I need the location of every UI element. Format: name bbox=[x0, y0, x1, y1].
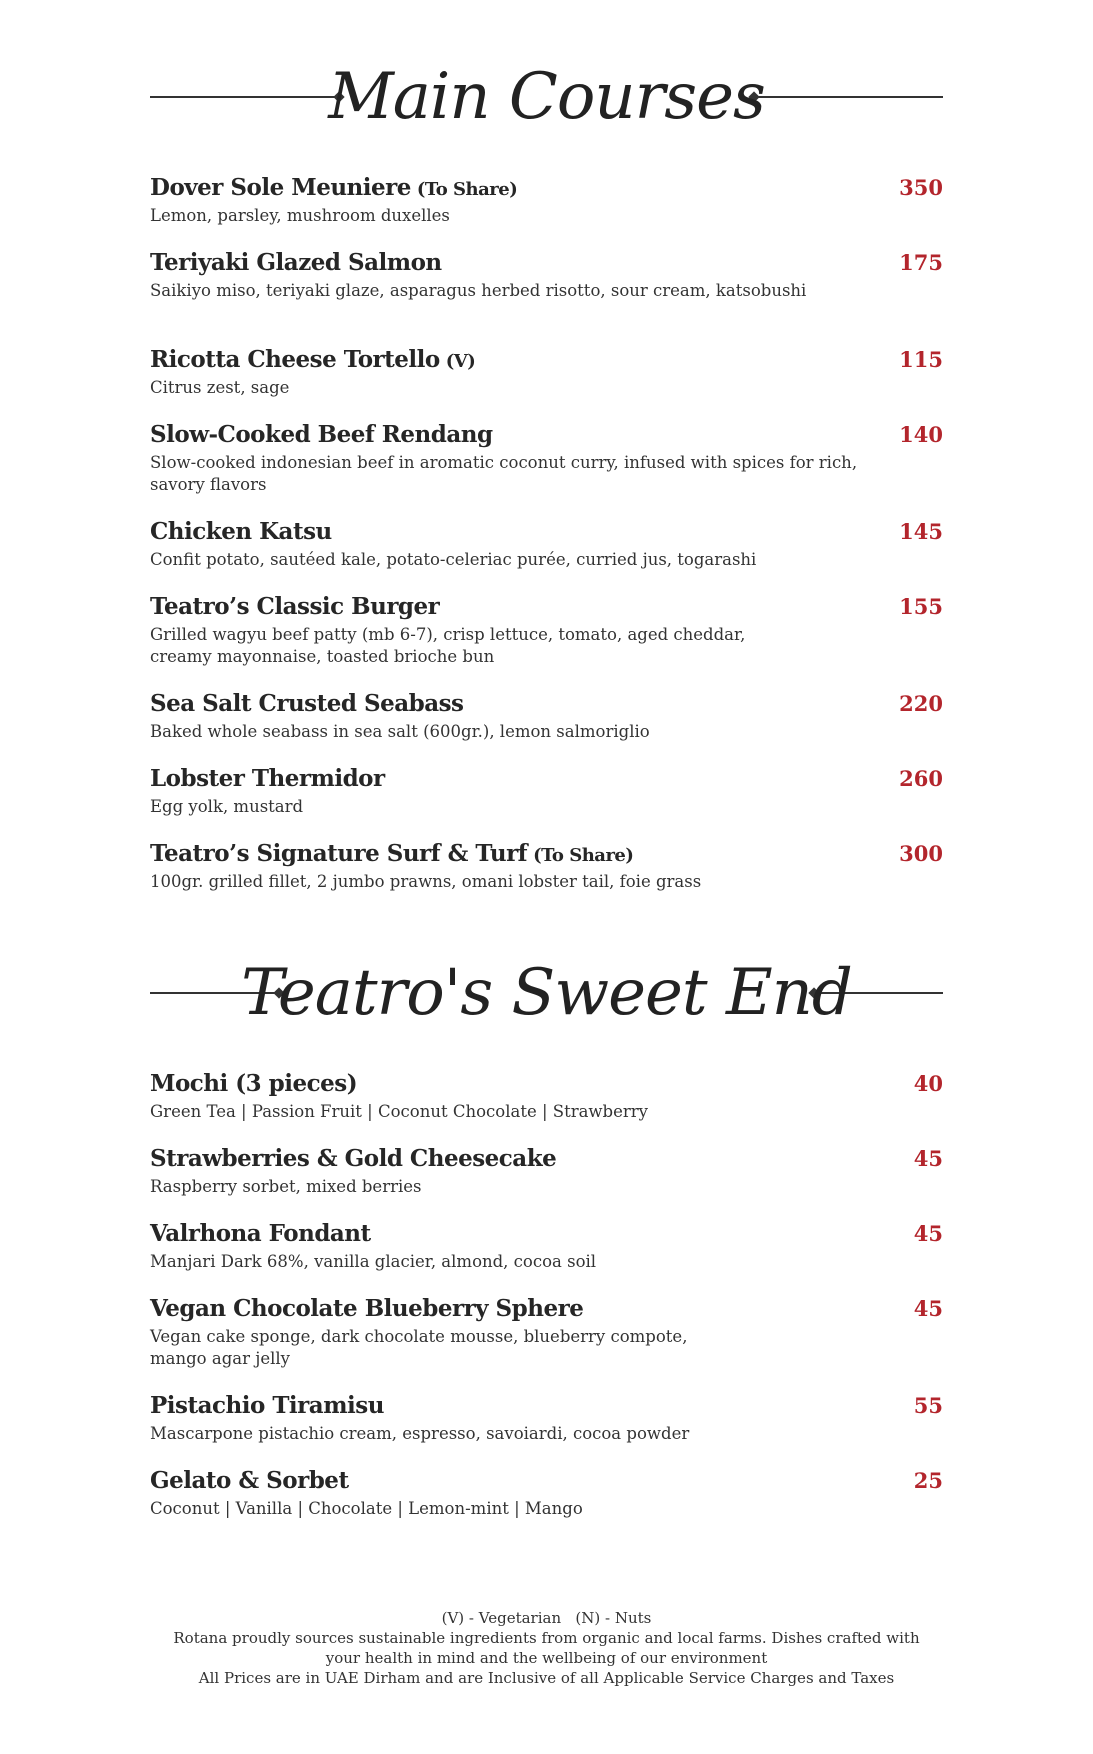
item-price: 25 bbox=[913, 1468, 943, 1493]
menu-item bbox=[150, 764, 943, 818]
sustainability-note: Rotana proudly sources sustainable ingredients from organic and local farms. Dishes crafted with your health in mind and the wellbeing of our environment bbox=[173, 1629, 920, 1667]
item-price: 175 bbox=[899, 250, 943, 275]
menu-item bbox=[150, 1294, 943, 1370]
section-title: Teatro's Sweet End bbox=[241, 956, 852, 1030]
item-description: Vegan cake sponge, dark chocolate mousse, blueberry compote, mango agar jelly bbox=[150, 1327, 688, 1368]
item-price: 220 bbox=[899, 691, 943, 716]
item-price: 40 bbox=[913, 1071, 943, 1096]
menu-item bbox=[150, 1391, 943, 1445]
menu-item bbox=[150, 517, 943, 571]
item-price: 45 bbox=[913, 1296, 943, 1321]
item-description: Raspberry sorbet, mixed berries bbox=[150, 1177, 422, 1196]
menu-item bbox=[150, 248, 943, 302]
item-description: Coconut | Vanilla | Chocolate | Lemon-mint | Mango bbox=[150, 1499, 583, 1518]
item-price: 145 bbox=[899, 519, 943, 544]
item-price: 45 bbox=[913, 1221, 943, 1246]
item-name: Teatro’s Classic Burger bbox=[150, 593, 440, 620]
sweet-end-header bbox=[150, 948, 943, 1038]
item-price: 115 bbox=[899, 347, 943, 372]
item-name: Vegan Chocolate Blueberry Sphere bbox=[150, 1295, 584, 1322]
item-description: Slow-cooked indonesian beef in aromatic coconut curry, infused with spices for rich, savory flavors bbox=[150, 453, 858, 494]
item-description: Citrus zest, sage bbox=[150, 378, 290, 397]
item-description: Mascarpone pistachio cream, espresso, savoiardi, cocoa powder bbox=[150, 1424, 690, 1443]
item-price: 260 bbox=[899, 766, 943, 791]
item-description: Green Tea | Passion Fruit | Coconut Chocolate | Strawberry bbox=[150, 1102, 648, 1121]
item-name: Strawberries & Gold Cheesecake bbox=[150, 1145, 557, 1172]
item-description: Confit potato, sautéed kale, potato-celeriac purée, curried jus, togarashi bbox=[150, 550, 757, 569]
menu-item bbox=[150, 1466, 943, 1520]
item-name: Slow-Cooked Beef Rendang bbox=[150, 421, 493, 448]
dietary-legend: (V) - Vegetarian (N) - Nuts bbox=[441, 1609, 652, 1627]
item-note: (V) bbox=[445, 351, 476, 372]
menu-item bbox=[150, 839, 943, 893]
item-name: Ricotta Cheese Tortello bbox=[150, 346, 440, 373]
item-note: (To Share) bbox=[533, 845, 634, 866]
item-price: 300 bbox=[899, 841, 943, 866]
main-courses-header bbox=[150, 52, 943, 142]
item-name: Pistachio Tiramisu bbox=[150, 1392, 384, 1419]
item-note: (To Share) bbox=[416, 179, 518, 200]
item-name: Sea Salt Crusted Seabass bbox=[150, 690, 464, 717]
item-description: Egg yolk, mustard bbox=[150, 797, 304, 816]
item-name: Chicken Katsu bbox=[150, 518, 332, 545]
item-description: Grilled wagyu beef patty (mb 6-7), crisp lettuce, tomato, aged cheddar, creamy mayonnaise, toasted brioche bun bbox=[150, 625, 746, 666]
item-description: Baked whole seabass in sea salt (600gr.), lemon salmoriglio bbox=[150, 722, 650, 741]
menu-item bbox=[150, 689, 943, 743]
menu-item bbox=[150, 1144, 943, 1198]
menu-item bbox=[150, 345, 943, 399]
item-description: Manjari Dark 68%, vanilla glacier, almond, cocoa soil bbox=[150, 1252, 597, 1271]
item-name: Teriyaki Glazed Salmon bbox=[150, 249, 442, 276]
menu-item bbox=[150, 592, 943, 668]
item-description: Lemon, parsley, mushroom duxelles bbox=[150, 206, 450, 225]
item-name: Mochi (3 pieces) bbox=[150, 1070, 358, 1097]
item-name: Teatro’s Signature Surf & Turf bbox=[150, 840, 528, 867]
item-name: Dover Sole Meuniere bbox=[150, 174, 411, 201]
item-price: 55 bbox=[913, 1393, 943, 1418]
item-price: 45 bbox=[913, 1146, 943, 1171]
menu-item bbox=[150, 173, 943, 227]
section-title: Main Courses bbox=[328, 60, 765, 134]
item-price: 155 bbox=[899, 594, 943, 619]
item-name: Valrhona Fondant bbox=[150, 1220, 371, 1247]
menu-item bbox=[150, 420, 943, 496]
prices-note: All Prices are in UAE Dirham and are Inclusive of all Applicable Service Charges and Taxes bbox=[198, 1669, 895, 1687]
menu-item bbox=[150, 1069, 943, 1123]
item-price: 140 bbox=[899, 422, 943, 447]
item-name: Gelato & Sorbet bbox=[150, 1467, 349, 1494]
item-name: Lobster Thermidor bbox=[150, 765, 385, 792]
item-description: Saikiyo miso, teriyaki glaze, asparagus herbed risotto, sour cream, katsobushi bbox=[150, 281, 807, 300]
menu-item bbox=[150, 1219, 943, 1273]
menu-footer bbox=[150, 1608, 943, 1688]
item-description: 100gr. grilled fillet, 2 jumbo prawns, omani lobster tail, foie grass bbox=[150, 872, 702, 891]
item-price: 350 bbox=[899, 175, 943, 200]
